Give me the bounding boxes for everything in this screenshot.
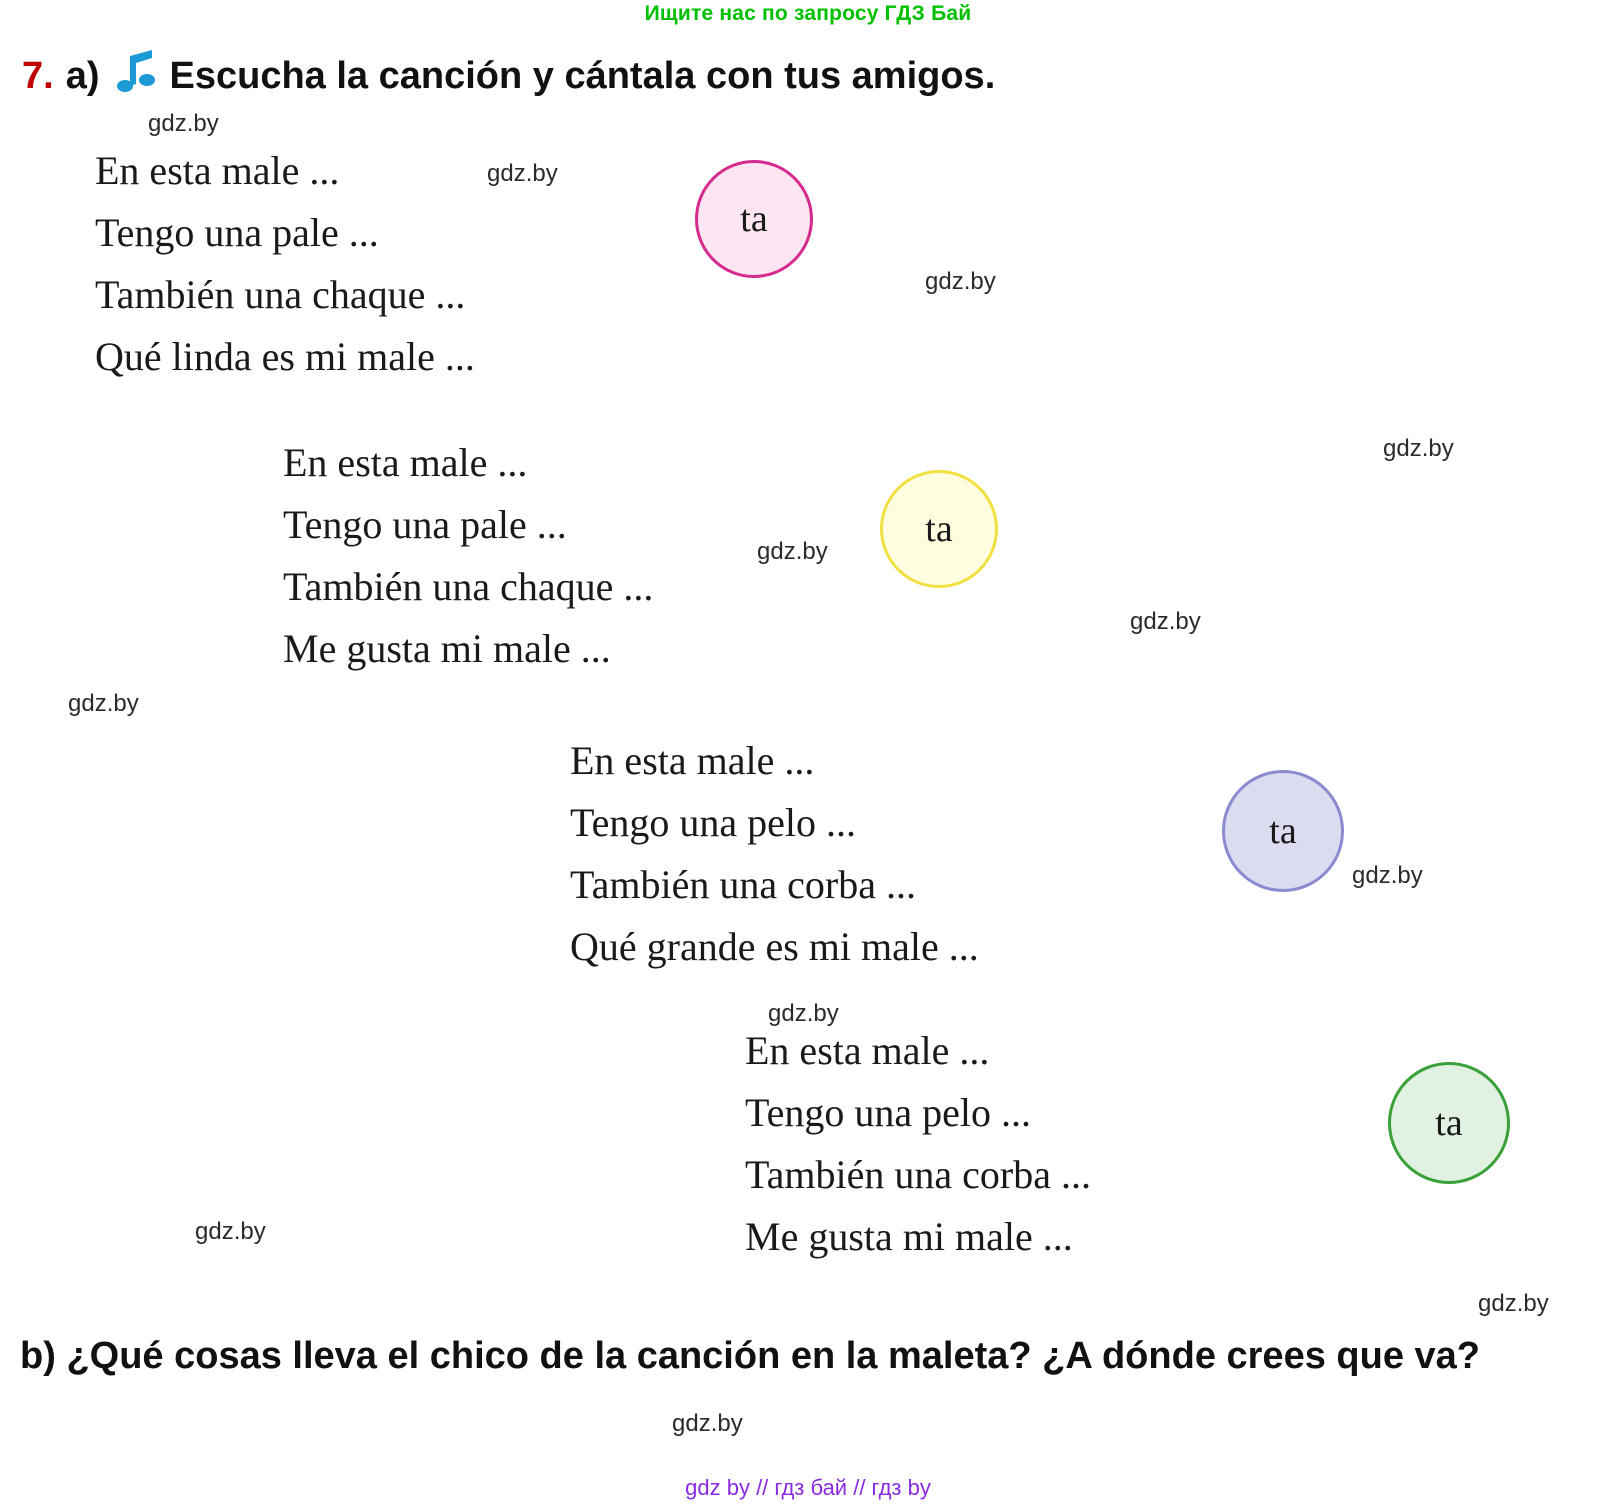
- watermark: gdz.by: [768, 1000, 839, 1027]
- watermark: gdz.by: [1478, 1290, 1549, 1317]
- stanza-line: Tengo una pale ...: [95, 210, 379, 255]
- stanza-4: [745, 1020, 1091, 1268]
- watermark: gdz.by: [148, 110, 219, 137]
- stanza-line: También una corba ...: [745, 1152, 1091, 1197]
- stanza-1: [95, 140, 475, 388]
- bubble-label: ta: [740, 198, 768, 240]
- stanza-line: Me gusta mi male ...: [283, 626, 611, 671]
- watermark: gdz.by: [487, 160, 558, 187]
- syllable-bubble-green: [1388, 1062, 1510, 1184]
- stanza-3: [570, 730, 979, 978]
- question-b: [20, 1330, 1610, 1382]
- top-promo-banner: Ищите нас по запросу ГДЗ Бай: [644, 2, 972, 25]
- watermark: gdz.by: [672, 1410, 743, 1437]
- watermark: gdz.by: [1130, 608, 1201, 635]
- bottom-promo-banner: gdz by // гдз бай // гдз by: [685, 1475, 931, 1500]
- watermark: gdz.by: [757, 538, 828, 565]
- watermark: gdz.by: [195, 1218, 266, 1245]
- bubble-label: ta: [1435, 1102, 1463, 1144]
- watermark: gdz.by: [1352, 862, 1423, 889]
- stanza-line: También una corba ...: [570, 862, 916, 907]
- stanza-line: Me gusta mi male ...: [745, 1214, 1073, 1259]
- stanza-line: También una chaque ...: [283, 564, 654, 609]
- stanza-line: También una chaque ...: [95, 272, 466, 317]
- stanza-2: [283, 432, 653, 680]
- watermark: gdz.by: [1383, 435, 1454, 462]
- exercise-letter-a: a): [65, 55, 100, 97]
- stanza-line: Tengo una pelo ...: [745, 1090, 1032, 1135]
- watermark: gdz.by: [925, 268, 996, 295]
- question-b-letter: b): [20, 1335, 56, 1377]
- stanza-line: En esta male ...: [283, 440, 528, 485]
- exercise-number: 7.: [22, 55, 54, 97]
- exercise-heading: [22, 42, 995, 98]
- syllable-bubble-yellow: [880, 470, 998, 588]
- music-note-icon: [114, 46, 158, 97]
- stanza-line: Qué linda es mi male ...: [95, 334, 475, 379]
- bubble-label: ta: [1269, 810, 1297, 852]
- watermark: gdz.by: [68, 690, 139, 717]
- exercise-instruction: Escucha la canción y cántala con tus amigos: [169, 55, 985, 97]
- exercise-instruction-period: .: [984, 55, 996, 97]
- stanza-line: Qué grande es mi male ...: [570, 924, 979, 969]
- stanza-line: Tengo una pelo ...: [570, 800, 857, 845]
- syllable-bubble-purple: [1222, 770, 1344, 892]
- bubble-label: ta: [925, 508, 953, 550]
- syllable-bubble-pink: [695, 160, 813, 278]
- stanza-line: En esta male ...: [95, 148, 340, 193]
- stanza-line: En esta male ...: [570, 738, 815, 783]
- stanza-line: Tengo una pale ...: [283, 502, 567, 547]
- question-b-text: ¿Qué cosas lleva el chico de la canción en la maleta? ¿A dónde crees que va?: [66, 1335, 1480, 1377]
- stanza-line: En esta male ...: [745, 1028, 990, 1073]
